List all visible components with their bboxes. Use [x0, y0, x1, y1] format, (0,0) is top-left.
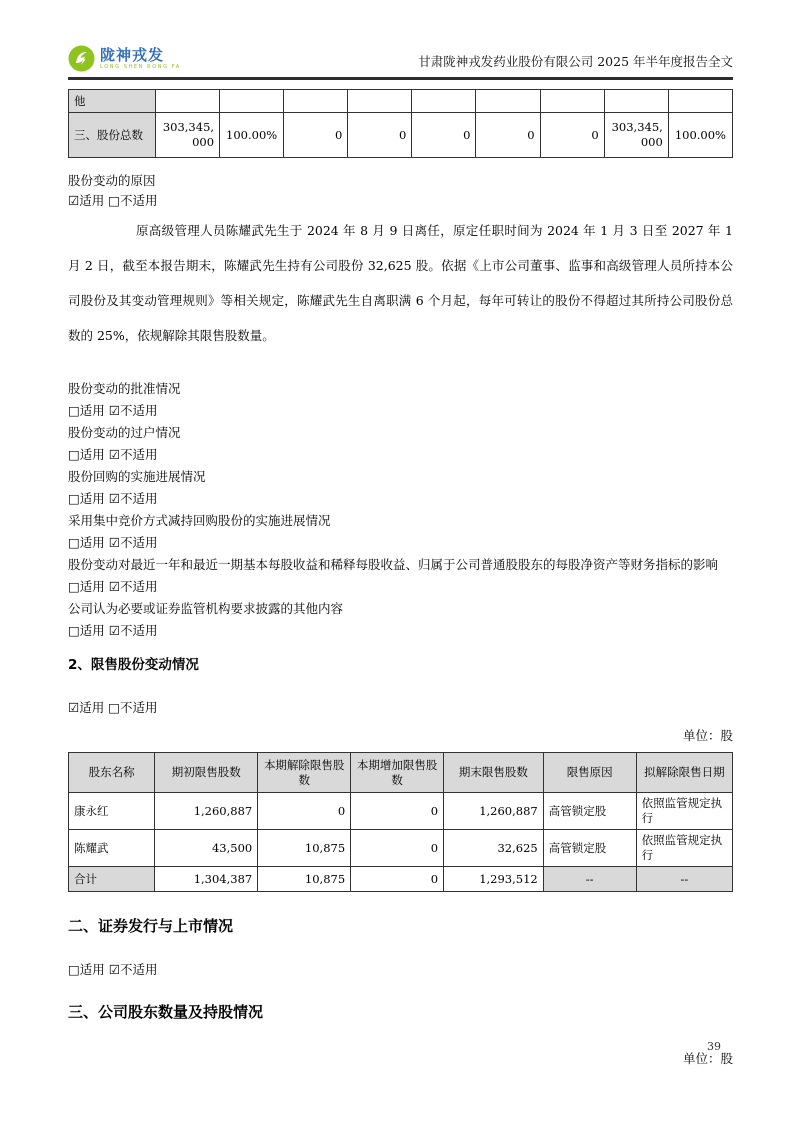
table-cell: 100.00%	[668, 113, 732, 158]
table-cell	[220, 90, 284, 113]
table-cell	[540, 90, 604, 113]
table-cell: 43,500	[155, 830, 258, 867]
statement-title: 公司认为必要或证券监管机构要求披露的其他内容	[68, 601, 344, 616]
table-cell	[155, 90, 219, 113]
table-cell: 10,875	[258, 830, 351, 867]
column-header: 拟解除限售日期	[636, 753, 732, 793]
statement-list	[68, 378, 733, 642]
statement-title: 股份变动的批准情况	[68, 381, 181, 396]
brand-name-cn: 陇神戎发	[100, 45, 165, 64]
table-cell	[668, 90, 732, 113]
table-cell	[284, 90, 348, 113]
row-label: 三、股份总数	[69, 113, 156, 158]
row-label: 他	[69, 90, 156, 113]
column-header: 限售原因	[543, 753, 636, 793]
restricted-shares-table	[68, 752, 733, 892]
page-header	[68, 45, 733, 80]
table-total-row	[69, 867, 733, 892]
table-cell: --	[636, 867, 732, 892]
total-label: 合计	[69, 867, 155, 892]
unit-label: 单位：股	[682, 728, 733, 743]
table-cell: 0	[284, 113, 348, 158]
table-cell	[412, 90, 476, 113]
table-row	[69, 90, 733, 113]
statement-applicability: □适用 ☑不适用	[68, 491, 158, 506]
table-header-row	[69, 753, 733, 793]
table-cell: 303,345,000	[155, 113, 219, 158]
table-cell	[604, 90, 668, 113]
statement-title: 采用集中竞价方式减持回购股份的实施进展情况	[68, 513, 331, 528]
table-cell: 0	[348, 113, 412, 158]
table-row	[69, 793, 733, 830]
statement-applicability: □适用 ☑不适用	[68, 447, 158, 462]
table-cell: 32,625	[444, 830, 544, 867]
column-header: 期末限售股数	[444, 753, 544, 793]
company-logo	[68, 45, 181, 72]
column-header: 本期增加限售股数	[351, 753, 444, 793]
table-cell: 1,260,887	[155, 793, 258, 830]
column-header: 股东名称	[69, 753, 155, 793]
section-two-applicability: □适用 ☑不适用	[68, 962, 158, 977]
unit-label: 单位：股	[682, 1051, 733, 1066]
section-three-heading: 三、公司股东数量及持股情况	[68, 1003, 264, 1021]
table-cell: 0	[540, 113, 604, 158]
column-header: 期初限售股数	[155, 753, 258, 793]
brand-name-en: LONG SHEN RONG FA	[100, 63, 181, 70]
brand-text	[100, 45, 181, 70]
table-cell: 0	[351, 793, 444, 830]
page-number: 39	[707, 1040, 721, 1053]
share-structure-table	[68, 89, 733, 158]
logo-icon	[68, 45, 95, 72]
change-reason-title: 股份变动的原因	[68, 173, 156, 188]
table-cell: 0	[476, 113, 540, 158]
shareholder-name: 陈耀武	[69, 830, 155, 867]
table-cell: 高管锁定股	[543, 793, 636, 830]
table-cell: 高管锁定股	[543, 830, 636, 867]
table-cell: 0	[351, 867, 444, 892]
table-cell: --	[543, 867, 636, 892]
table-cell	[476, 90, 540, 113]
table-cell: 1,304,387	[155, 867, 258, 892]
table-row	[69, 830, 733, 867]
change-reason-paragraph: 原高级管理人员陈耀武先生于 2024 年 8 月 9 日离任，原定任职时间为 2024 年 1 月 3 日至 2027 年 1 月 2 日，截至本报告期末，陈耀武先生持有公司股份 32,625 股。依据《上市公司董事、监事和高级管理人员所持本公司股份及其变动管理规则》等相关规定，陈耀武先生自离职满 6 个月起，每年可转让的股份不得超过其所持公司股份总数的 25%，依规解除其限售股数量。	[68, 223, 733, 343]
table-cell	[348, 90, 412, 113]
table-row	[69, 113, 733, 158]
document-title: 甘肃陇神戎发药业股份有限公司 2025 年半年度报告全文	[418, 54, 733, 69]
section-two-heading: 二、证券发行与上市情况	[68, 917, 234, 935]
column-header: 本期解除限售股数	[258, 753, 351, 793]
table-cell: 1,293,512	[444, 867, 544, 892]
restricted-shares-applicability: ☑适用 □不适用	[68, 700, 158, 715]
statement-applicability: □适用 ☑不适用	[68, 623, 158, 638]
change-reason-applicability: ☑适用 □不适用	[68, 193, 158, 208]
statement-title: 股份回购的实施进展情况	[68, 469, 206, 484]
table-cell: 10,875	[258, 867, 351, 892]
table-cell: 303,345,000	[604, 113, 668, 158]
table-cell: 依照监管规定执行	[636, 830, 732, 867]
statement-applicability: □适用 ☑不适用	[68, 535, 158, 550]
statement-applicability: □适用 ☑不适用	[68, 403, 158, 418]
statement-title: 股份变动的过户情况	[68, 425, 181, 440]
shareholder-name: 康永红	[69, 793, 155, 830]
table-cell: 依照监管规定执行	[636, 793, 732, 830]
restricted-shares-heading: 2、限售股份变动情况	[68, 657, 199, 673]
table-cell: 0	[351, 830, 444, 867]
table-cell: 1,260,887	[444, 793, 544, 830]
statement-title: 股份变动对最近一年和最近一期基本每股收益和稀释每股收益、归属于公司普通股股东的每股净资产等财务指标的影响	[68, 557, 719, 572]
table-cell: 100.00%	[220, 113, 284, 158]
table-cell: 0	[412, 113, 476, 158]
statement-applicability: □适用 ☑不适用	[68, 579, 158, 594]
table-cell: 0	[258, 793, 351, 830]
